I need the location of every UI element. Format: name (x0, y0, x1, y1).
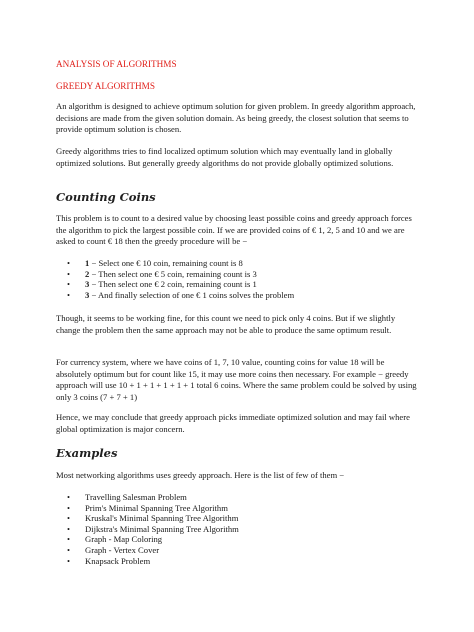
bullet-icon: • (67, 555, 71, 566)
bullet-icon: • (67, 492, 71, 502)
bullet-icon: • (67, 523, 71, 534)
currency-paragraph: For currency system, where we have coins of 1, 7, 10 value, counting coins for value 18 will be absolutely optimum but for count like 15, it may use more coins then necessary. For example − greedy approach will use 10 + 1 + 1 + 1 + 1 + 1 total 6 coins. Where the same problem could be solved by using only 3 coins (7 + 7 + 1) (56, 357, 417, 402)
intro-paragraph: An algorithm is designed to achieve optimum solution for given problem. In greedy algorithm approach, decisions are made from the given solution domain. As being greedy, the closest solution that seems to provide optimum solution is chosen. (56, 101, 416, 135)
step-text: − Then select one € 2 coin, remaining count is 1 (89, 279, 257, 290)
greedy-paragraph: Greedy algorithms tries to find localized optimum solution which may eventually land in globally optimized solutions. But generally greedy algorithms do not provide globally optimized solutions. (56, 146, 394, 168)
step-text: − And finally selection of one € 1 coins solves the problem (89, 289, 295, 300)
examples-list (56, 492, 418, 566)
example-item-text: Prim's Minimal Spanning Tree Algorithm (85, 502, 228, 513)
counting-coins-paragraph: This problem is to count to a desired value by choosing least possible coins and greedy approach forces the algorithm to pick the largest possible coin. If we are provided coins of € 1, 2, 5 and 10 and we are asked to count € 18 then the greedy procedure will be − (56, 213, 412, 247)
list-item (56, 279, 418, 290)
step-number: 1 (85, 258, 90, 268)
step-number: 3 (85, 279, 90, 290)
list-item (56, 290, 418, 301)
list-item (56, 269, 418, 280)
document-title: ANALYSIS OF ALGORITHMS (56, 59, 177, 69)
examples-intro-paragraph: Most networking algorithms uses greedy approach. Here is the list of few of them − (56, 470, 345, 480)
section-heading-examples: Examples (56, 446, 118, 460)
list-item (56, 545, 418, 556)
bullet-icon: • (67, 513, 71, 524)
list-item (56, 556, 418, 567)
list-item (56, 524, 418, 535)
list-item (56, 258, 418, 269)
bullet-icon: • (67, 544, 71, 555)
step-number: 3 (85, 289, 90, 300)
section-heading-counting-coins: Counting Coins (56, 190, 156, 204)
example-item-text: Travelling Salesman Problem (85, 492, 187, 502)
list-item (56, 513, 418, 524)
example-item-text: Dijkstra's Minimal Spanning Tree Algorithm (85, 523, 239, 534)
list-item (56, 492, 418, 503)
document-subtitle: GREEDY ALGORITHMS (56, 81, 155, 91)
observation-paragraph: Though, it seems to be working fine, for this count we need to pick only 4 coins. But if we slightly change the problem then the same approach may not be able to produce the same optimum result. (56, 313, 396, 335)
step-text: − Select one € 10 coin, remaining count is 8 (89, 258, 243, 268)
conclusion-paragraph: Hence, we may conclude that greedy approach picks immediate optimized solution and may fail where global optimization is major concern. (56, 412, 410, 434)
example-item-text: Graph - Vertex Cover (85, 544, 160, 555)
bullet-icon: • (67, 258, 71, 268)
example-item-text: Knapsack Problem (85, 555, 151, 566)
step-number: 2 (85, 268, 90, 279)
step-text: − Then select one € 5 coin, remaining count is 3 (89, 268, 257, 279)
bullet-icon: • (67, 289, 71, 300)
list-item (56, 534, 418, 545)
bullet-icon: • (67, 502, 71, 513)
steps-list (56, 258, 418, 300)
bullet-icon: • (67, 279, 71, 290)
example-item-text: Kruskal's Minimal Spanning Tree Algorithm (85, 513, 239, 524)
bullet-icon: • (67, 534, 71, 545)
bullet-icon: • (67, 268, 71, 279)
list-item (56, 503, 418, 514)
example-item-text: Graph - Map Coloring (85, 534, 163, 545)
